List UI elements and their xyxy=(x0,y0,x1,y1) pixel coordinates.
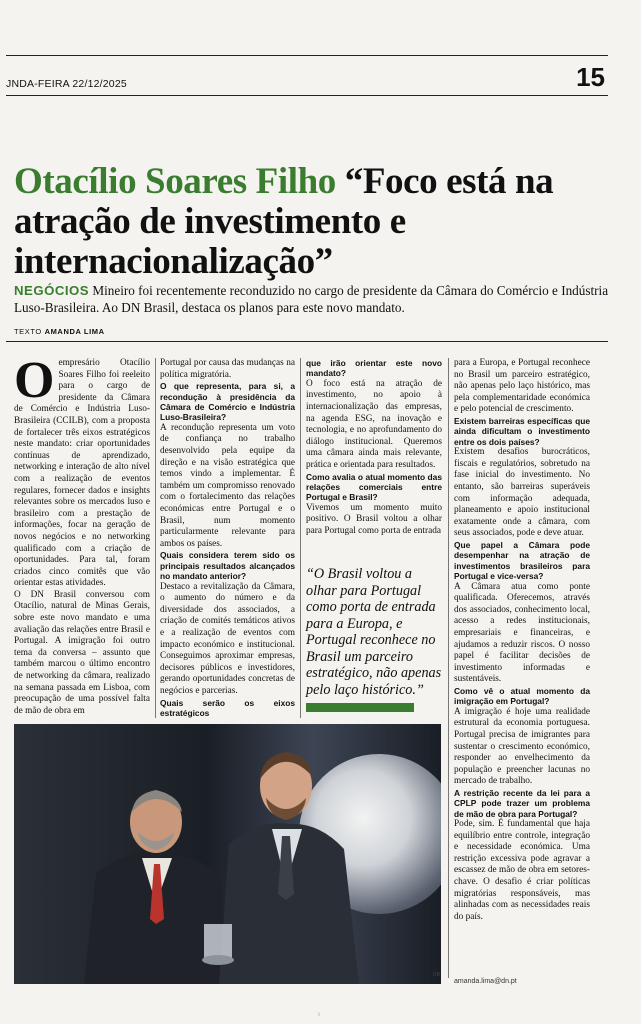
column-divider xyxy=(155,358,156,718)
author-email: amanda.lima@dn.pt xyxy=(454,978,517,985)
article-column-3 xyxy=(306,358,442,538)
drop-cap: O xyxy=(14,352,55,409)
page-mark: ¹ xyxy=(318,1013,320,1019)
byline-author: AMANDA LIMA xyxy=(44,327,105,336)
question-6: Que papel a Câmara pode desempenhar na atração de investimentos brasileiros para Portugal e vice-versa? xyxy=(454,539,590,582)
column-divider xyxy=(448,358,449,978)
answer-4-continued: para a Europa, e Portugal reconhece no Brasil um parceiro estratégico, não apenas pelo laço histórico, mas pela complementaridade económica e pelo potencial de crescimento. xyxy=(454,358,590,415)
question-4: Como avalia o atual momento das relações comerciais entre Portugal e Brasil? xyxy=(306,471,442,503)
byline-label: TEXTO xyxy=(14,327,42,336)
question-1: O que representa, para si, a recondução à presidência da Câmara de Comércio e Indústria Luso-Brasileira? xyxy=(160,381,295,423)
article-column-1 xyxy=(14,352,150,717)
answer-5: Existem desafios burocráticos, fiscais e regulatórios, sobretudo na fase inicial do investimento. No entanto, são barreiras superáveis com informação adequada, planeamento e apoio institucional exatamente onde a câmara, com seus associados, pode e deve atuar. xyxy=(454,447,590,539)
photo-figures xyxy=(14,724,441,984)
answer-2: Destaco a revitalização da Câmara, o aumento do número e da diversidade dos associados, a criação de comités temáticos ativos e a realização de eventos com impacto económico e institucional. Conseguimos aproximar empresas, decisores públicos e investidores, gerando oportunidades concretas de negócios e parcerias. xyxy=(160,581,295,696)
column-2-paragraph: Portugal por causa das mudanças na política migratória. xyxy=(160,358,295,380)
question-7: Como vê o atual momento da imigração em Portugal? xyxy=(454,685,590,707)
column-divider xyxy=(300,358,301,718)
question-3: Quais serão os eixos estratégicos xyxy=(160,697,295,718)
page-number: 15 xyxy=(576,62,605,92)
question-5: Existem barreiras específicas que ainda dificultam o investimento entre os dois países? xyxy=(454,415,590,447)
article-column-2 xyxy=(160,358,295,718)
answer-1: A recondução representa um voto de confiança no trabalho desenvolvido pela equipe da direção e na visão estratégica que temos vindo a implementar. É também um compromisso renovado com o fortalecimento das relações económicas entre Portugal e o Brasil, num momento particularmente relevante para ambos os países. xyxy=(160,422,295,549)
person-right xyxy=(219,752,359,984)
question-8: A restrição recente da lei para a CPLP pode trazer um problema de mão de obra para Portugal? xyxy=(454,787,590,819)
byline xyxy=(14,327,105,336)
headline-name: Otacílio Soares Filho xyxy=(14,161,336,202)
article-photo xyxy=(14,724,441,984)
header-rule xyxy=(6,95,608,96)
column-1-paragraph-2: O DN Brasil conversou com Otacílio, natural de Minas Gerais, sobre este novo mandato e uma avaliação das relações entre Brasil e Portugal. A imigração foi outro tema da conversa – assunto que também marcou o último encontro de networking da câmara, realizado na semana passada em Lisboa, com preocupação de uma possível falta de mão de obra em xyxy=(14,589,150,716)
award-trophy-icon xyxy=(202,924,234,965)
top-rule xyxy=(6,55,608,56)
lead-text: Mineiro foi recentemente reconduzido no cargo de presidente da Câmara do Comércio e Indústria Luso-Brasileira. Ao DN Brasil, destaca os planos para este novo mandato. xyxy=(14,283,609,315)
column-1-paragraph-1: empresário Otacílio Soares Filho foi reeleito para o cargo de presidente da Câmara de Comércio e Indústria Luso-Brasileira (CCILB), com a proposta de fortalecer três eixos estratégicos neste mandato: criar oportunidades contínuas de aprendizado, networking e interação de alto nível com a realização de eventos regulares, fornecer dados e insights relevantes sobre os mercados luso e brasileiro com a prestação de informações, focar na geração de novos negócios e no networking qualificado com a criação de oportunidades. Para tal, foram criados cinco comitês que vão orientar estas atividades. xyxy=(14,358,150,589)
pull-quote: “O Brasil voltou a olhar para Portugal como porta de entrada para a Europa, e Portugal reconhece no Brasil um parceiro estratégico, não apenas pelo laço histórico.” xyxy=(306,566,442,698)
byline-rule xyxy=(6,341,608,342)
question-2: Quais considera terem sido os principais resultados alcançados no mandato anterior? xyxy=(160,550,295,582)
photo-credit: DR xyxy=(433,972,441,978)
article-column-4 xyxy=(454,358,590,923)
answer-6: A Câmara atua como ponte qualificada. Oferecemos, através dos associados, conhecimento local, acesso a redes institucionais, empresariais e financeiras, e ajudamos a reduzir riscos. O nosso papel é facilitar decisões de investimento informadas e sustentáveis. xyxy=(454,581,590,685)
pull-quote-bar xyxy=(306,703,414,712)
section-kicker: NEGÓCIOS xyxy=(14,283,90,298)
answer-4: Vivemos um momento muito positivo. O Brasil voltou a olhar para Portugal como porta de entrada xyxy=(306,502,442,536)
lead-paragraph xyxy=(14,282,614,316)
answer-8: Pode, sim. É fundamental que haja equilíbrio entre controle, integração e necessidade económica. Uma restrição excessiva pode agravar a escassez de mão de obra em setores-chave. O desafio é criar políticas migratórias responsáveis, mas alinhadas com as necessidades reais do país. xyxy=(454,819,590,922)
headline xyxy=(14,162,614,282)
answer-7: A imigração é hoje uma realidade estrutural da economia portuguesa. Portugal precisa de imigrantes para sustentar o crescimento económico, responder ao envelhecimento da população e preencher lacunas no mercado de trabalho. xyxy=(454,706,590,787)
header-date: JNDA-FEIRA 22/12/2025 xyxy=(6,78,127,90)
question-3-continued: que irão orientar este novo mandato? xyxy=(306,358,442,379)
headline-quote: “Foco está na atração de investimento e internacionalização” xyxy=(14,161,554,282)
answer-3: O foco está na atração de investimento, no apoio à internacionalização das empresas, na agenda ESG, na inovação e tecnologia, e no aprofundamento do diálogo institucional. Queremos uma câmara ainda mais relevante, prática e orientada para resultados. xyxy=(306,378,442,470)
